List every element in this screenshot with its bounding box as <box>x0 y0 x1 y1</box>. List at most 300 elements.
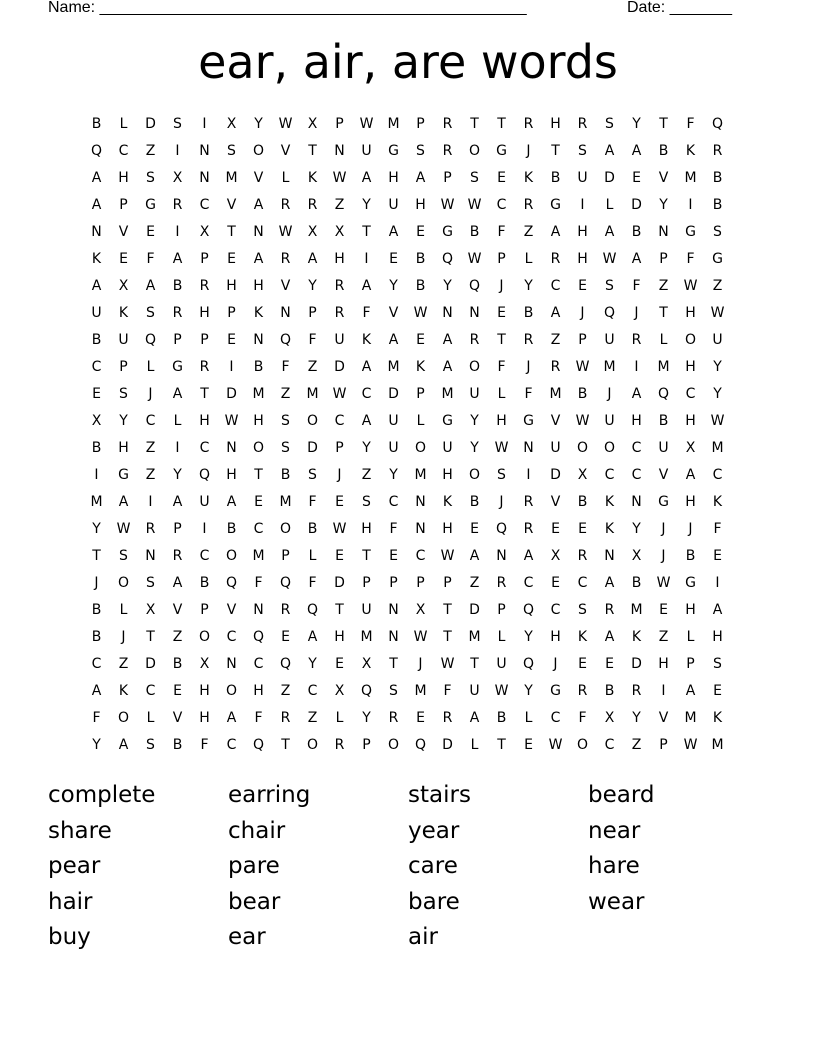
grid-letter[interactable]: G <box>550 197 561 213</box>
grid-letter[interactable]: E <box>551 521 560 537</box>
grid-letter[interactable]: E <box>416 224 425 240</box>
grid-letter[interactable]: Z <box>523 224 534 240</box>
grid-letter[interactable]: A <box>361 278 372 294</box>
grid-letter[interactable]: R <box>577 548 588 564</box>
grid-letter[interactable]: H <box>442 467 453 483</box>
grid-letter[interactable]: H <box>199 305 210 321</box>
grid-letter[interactable]: H <box>199 413 210 429</box>
grid-letter[interactable]: B <box>658 413 669 429</box>
grid-letter[interactable]: S <box>281 440 290 456</box>
grid-letter[interactable]: Y <box>713 359 722 375</box>
grid-letter[interactable]: K <box>712 710 723 726</box>
grid-letter[interactable]: Y <box>254 116 263 132</box>
grid-letter[interactable]: H <box>253 683 264 699</box>
grid-letter[interactable]: L <box>146 359 155 375</box>
grid-letter[interactable]: B <box>712 197 723 213</box>
grid-letter[interactable]: F <box>632 278 641 294</box>
grid-letter[interactable]: D <box>145 116 156 132</box>
grid-letter[interactable]: C <box>550 602 561 618</box>
grid-letter[interactable]: O <box>252 143 265 159</box>
grid-letter[interactable]: L <box>119 602 128 618</box>
grid-letter[interactable]: A <box>523 548 534 564</box>
grid-letter[interactable]: I <box>175 143 180 159</box>
grid-letter[interactable]: R <box>280 602 291 618</box>
grid-letter[interactable]: Y <box>632 116 641 132</box>
grid-letter[interactable]: A <box>604 575 615 591</box>
grid-letter[interactable]: L <box>119 116 128 132</box>
grid-letter[interactable]: H <box>685 602 696 618</box>
grid-letter[interactable]: B <box>172 737 183 753</box>
grid-letter[interactable]: N <box>604 548 615 564</box>
grid-letter[interactable]: I <box>634 359 639 375</box>
grid-letter[interactable]: Z <box>280 386 291 402</box>
grid-letter[interactable]: W <box>440 548 455 564</box>
grid-letter[interactable]: Y <box>173 467 182 483</box>
grid-letter[interactable]: Z <box>118 656 129 672</box>
grid-letter[interactable]: B <box>469 224 480 240</box>
grid-letter[interactable]: W <box>710 413 725 429</box>
grid-letter[interactable]: Q <box>522 656 535 672</box>
grid-letter[interactable]: U <box>388 413 399 429</box>
grid-letter[interactable]: R <box>334 305 345 321</box>
grid-letter[interactable]: X <box>631 548 642 564</box>
grid-letter[interactable]: Z <box>712 278 723 294</box>
grid-letter[interactable]: E <box>578 656 587 672</box>
grid-letter[interactable]: P <box>335 116 344 132</box>
grid-letter[interactable]: O <box>306 413 319 429</box>
grid-letter[interactable]: O <box>387 737 400 753</box>
grid-letter[interactable]: B <box>226 521 237 537</box>
grid-letter[interactable]: D <box>631 197 642 213</box>
grid-letter[interactable]: W <box>332 386 347 402</box>
grid-letter[interactable]: J <box>526 359 531 375</box>
grid-letter[interactable]: H <box>226 278 237 294</box>
grid-letter[interactable]: Y <box>308 656 317 672</box>
grid-letter[interactable]: Q <box>198 467 211 483</box>
grid-letter[interactable]: V <box>658 467 669 483</box>
grid-letter[interactable]: A <box>469 548 480 564</box>
grid-letter[interactable]: A <box>388 224 399 240</box>
grid-letter[interactable]: Y <box>470 440 479 456</box>
grid-letter[interactable]: C <box>199 548 210 564</box>
grid-letter[interactable]: N <box>415 494 426 510</box>
grid-letter[interactable]: S <box>146 575 155 591</box>
grid-letter[interactable]: M <box>684 710 697 726</box>
grid-letter[interactable]: S <box>578 143 587 159</box>
grid-letter[interactable]: T <box>470 116 479 132</box>
grid-letter[interactable]: C <box>145 413 156 429</box>
grid-letter[interactable]: W <box>575 359 590 375</box>
grid-letter[interactable]: A <box>91 278 102 294</box>
grid-letter[interactable]: I <box>715 575 720 591</box>
grid-letter[interactable]: U <box>118 332 129 348</box>
grid-letter[interactable]: K <box>118 683 129 699</box>
grid-letter[interactable]: U <box>334 332 345 348</box>
grid-letter[interactable]: L <box>605 197 614 213</box>
grid-letter[interactable]: D <box>226 386 237 402</box>
grid-letter[interactable]: S <box>173 116 182 132</box>
grid-letter[interactable]: E <box>416 332 425 348</box>
grid-letter[interactable]: Z <box>145 440 156 456</box>
grid-letter[interactable]: A <box>631 143 642 159</box>
grid-letter[interactable]: H <box>685 494 696 510</box>
grid-letter[interactable]: Z <box>172 629 183 645</box>
grid-letter[interactable]: F <box>308 494 317 510</box>
grid-letter[interactable]: U <box>361 143 372 159</box>
grid-letter[interactable]: X <box>199 656 210 672</box>
grid-letter[interactable]: A <box>469 710 480 726</box>
grid-letter[interactable]: H <box>334 251 345 267</box>
grid-letter[interactable]: U <box>442 440 453 456</box>
grid-letter[interactable]: B <box>280 467 291 483</box>
grid-letter[interactable]: R <box>199 359 210 375</box>
grid-letter[interactable]: X <box>226 116 237 132</box>
grid-letter[interactable]: R <box>469 332 480 348</box>
grid-letter[interactable]: Y <box>362 710 371 726</box>
grid-letter[interactable]: E <box>227 251 236 267</box>
grid-letter[interactable]: Q <box>144 332 157 348</box>
grid-letter[interactable]: O <box>603 440 616 456</box>
grid-letter[interactable]: C <box>91 359 102 375</box>
grid-letter[interactable]: Y <box>632 710 641 726</box>
grid-letter[interactable]: R <box>577 683 588 699</box>
grid-letter[interactable]: P <box>416 575 425 591</box>
grid-letter[interactable]: S <box>308 467 317 483</box>
grid-letter[interactable]: P <box>578 332 587 348</box>
grid-letter[interactable]: H <box>253 278 264 294</box>
grid-letter[interactable]: B <box>91 332 102 348</box>
grid-letter[interactable]: G <box>712 251 723 267</box>
grid-letter[interactable]: Y <box>524 683 533 699</box>
grid-letter[interactable]: P <box>443 575 452 591</box>
grid-letter[interactable]: Q <box>495 521 508 537</box>
grid-letter[interactable]: X <box>685 440 696 456</box>
grid-letter[interactable]: M <box>225 170 238 186</box>
grid-letter[interactable]: T <box>254 467 263 483</box>
grid-letter[interactable]: V <box>253 170 264 186</box>
grid-letter[interactable]: G <box>658 494 669 510</box>
grid-letter[interactable]: I <box>202 521 207 537</box>
grid-letter[interactable]: H <box>415 197 426 213</box>
grid-letter[interactable]: F <box>524 386 533 402</box>
grid-letter[interactable]: I <box>688 197 693 213</box>
grid-letter[interactable]: R <box>523 116 534 132</box>
grid-letter[interactable]: X <box>118 278 129 294</box>
grid-letter[interactable]: V <box>172 602 183 618</box>
grid-letter[interactable]: Y <box>443 278 452 294</box>
grid-letter[interactable]: A <box>226 710 237 726</box>
grid-letter[interactable]: W <box>278 116 293 132</box>
grid-letter[interactable]: P <box>119 359 128 375</box>
grid-letter[interactable]: C <box>91 656 102 672</box>
grid-letter[interactable]: R <box>604 602 615 618</box>
grid-letter[interactable]: X <box>307 116 318 132</box>
grid-letter[interactable]: B <box>172 656 183 672</box>
grid-letter[interactable]: S <box>605 116 614 132</box>
grid-letter[interactable]: J <box>94 575 99 591</box>
grid-letter[interactable]: U <box>550 440 561 456</box>
grid-letter[interactable]: V <box>658 710 669 726</box>
grid-letter[interactable]: W <box>575 413 590 429</box>
grid-letter[interactable]: F <box>578 710 587 726</box>
grid-letter[interactable]: P <box>119 197 128 213</box>
grid-letter[interactable]: K <box>118 305 129 321</box>
grid-letter[interactable]: M <box>279 494 292 510</box>
grid-letter[interactable]: A <box>361 413 372 429</box>
grid-letter[interactable]: C <box>550 710 561 726</box>
grid-letter[interactable]: F <box>686 251 695 267</box>
grid-letter[interactable]: N <box>388 602 399 618</box>
grid-letter[interactable]: E <box>335 548 344 564</box>
grid-letter[interactable]: L <box>524 251 533 267</box>
grid-letter[interactable]: V <box>118 224 129 240</box>
grid-letter[interactable]: S <box>578 602 587 618</box>
grid-letter[interactable]: Z <box>361 467 372 483</box>
grid-letter[interactable]: N <box>199 170 210 186</box>
grid-letter[interactable]: F <box>713 521 722 537</box>
grid-letter[interactable]: H <box>388 170 399 186</box>
grid-letter[interactable]: R <box>307 197 318 213</box>
grid-letter[interactable]: W <box>494 440 509 456</box>
grid-letter[interactable]: X <box>307 224 318 240</box>
grid-letter[interactable]: I <box>175 440 180 456</box>
grid-letter[interactable]: V <box>226 602 237 618</box>
grid-letter[interactable]: K <box>523 170 534 186</box>
grid-letter[interactable]: O <box>225 683 238 699</box>
grid-letter[interactable]: E <box>551 575 560 591</box>
grid-letter[interactable]: J <box>661 548 666 564</box>
grid-letter[interactable]: C <box>712 467 723 483</box>
grid-letter[interactable]: O <box>279 521 292 537</box>
grid-letter[interactable]: T <box>227 224 236 240</box>
grid-letter[interactable]: F <box>281 359 290 375</box>
grid-letter[interactable]: A <box>712 602 723 618</box>
grid-letter[interactable]: A <box>631 386 642 402</box>
grid-letter[interactable]: B <box>91 116 102 132</box>
grid-letter[interactable]: A <box>388 332 399 348</box>
grid-letter[interactable]: K <box>685 143 696 159</box>
grid-letter[interactable]: R <box>199 278 210 294</box>
grid-letter[interactable]: E <box>227 332 236 348</box>
grid-letter[interactable]: T <box>659 116 668 132</box>
grid-letter[interactable]: K <box>631 629 642 645</box>
grid-letter[interactable]: C <box>334 413 345 429</box>
grid-letter[interactable]: N <box>91 224 102 240</box>
grid-letter[interactable]: J <box>607 386 612 402</box>
grid-letter[interactable]: J <box>148 386 153 402</box>
grid-letter[interactable]: B <box>658 143 669 159</box>
grid-letter[interactable]: E <box>92 386 101 402</box>
grid-letter[interactable]: F <box>308 332 317 348</box>
grid-letter[interactable]: C <box>604 737 615 753</box>
grid-letter[interactable]: I <box>580 197 585 213</box>
grid-letter[interactable]: W <box>332 521 347 537</box>
grid-letter[interactable]: J <box>688 521 693 537</box>
grid-letter[interactable]: I <box>175 224 180 240</box>
grid-letter[interactable]: A <box>172 386 183 402</box>
grid-letter[interactable]: U <box>604 332 615 348</box>
grid-letter[interactable]: Q <box>279 332 292 348</box>
grid-letter[interactable]: C <box>118 143 129 159</box>
grid-letter[interactable]: X <box>550 548 561 564</box>
grid-letter[interactable]: R <box>388 710 399 726</box>
grid-letter[interactable]: J <box>580 305 585 321</box>
grid-letter[interactable]: Z <box>145 467 156 483</box>
grid-letter[interactable]: C <box>226 737 237 753</box>
grid-letter[interactable]: U <box>469 386 480 402</box>
grid-letter[interactable]: A <box>550 305 561 321</box>
grid-letter[interactable]: T <box>659 305 668 321</box>
grid-letter[interactable]: F <box>497 359 506 375</box>
grid-letter[interactable]: R <box>442 710 453 726</box>
grid-letter[interactable]: K <box>577 629 588 645</box>
grid-letter[interactable]: D <box>388 386 399 402</box>
grid-letter[interactable]: Y <box>389 278 398 294</box>
grid-letter[interactable]: N <box>226 656 237 672</box>
grid-letter[interactable]: E <box>497 170 506 186</box>
grid-letter[interactable]: W <box>683 737 698 753</box>
grid-letter[interactable]: M <box>657 359 670 375</box>
grid-letter[interactable]: C <box>577 575 588 591</box>
grid-letter[interactable]: A <box>253 251 264 267</box>
grid-letter[interactable]: V <box>388 305 399 321</box>
grid-letter[interactable]: D <box>307 440 318 456</box>
grid-letter[interactable]: I <box>229 359 234 375</box>
grid-letter[interactable]: J <box>634 305 639 321</box>
grid-letter[interactable]: J <box>418 656 423 672</box>
grid-letter[interactable]: K <box>415 359 426 375</box>
grid-letter[interactable]: R <box>145 521 156 537</box>
grid-letter[interactable]: V <box>550 413 561 429</box>
grid-letter[interactable]: H <box>118 170 129 186</box>
grid-letter[interactable]: H <box>361 521 372 537</box>
grid-letter[interactable]: E <box>173 683 182 699</box>
grid-letter[interactable]: G <box>685 224 696 240</box>
grid-letter[interactable]: X <box>361 656 372 672</box>
grid-letter[interactable]: B <box>712 170 723 186</box>
grid-letter[interactable]: F <box>92 710 101 726</box>
grid-letter[interactable]: L <box>281 170 290 186</box>
grid-letter[interactable]: S <box>497 467 506 483</box>
grid-letter[interactable]: H <box>226 467 237 483</box>
grid-letter[interactable]: S <box>470 170 479 186</box>
grid-letter[interactable]: T <box>497 737 506 753</box>
grid-letter[interactable]: Y <box>524 278 533 294</box>
grid-letter[interactable]: B <box>604 683 615 699</box>
grid-letter[interactable]: W <box>467 251 482 267</box>
grid-letter[interactable]: D <box>550 467 561 483</box>
grid-letter[interactable]: N <box>658 224 669 240</box>
grid-letter[interactable]: C <box>685 386 696 402</box>
grid-letter[interactable]: A <box>361 359 372 375</box>
grid-letter[interactable]: V <box>280 143 291 159</box>
grid-letter[interactable]: J <box>499 494 504 510</box>
grid-letter[interactable]: Q <box>441 251 454 267</box>
grid-letter[interactable]: E <box>281 629 290 645</box>
grid-letter[interactable]: M <box>414 467 427 483</box>
grid-letter[interactable]: M <box>630 602 643 618</box>
grid-letter[interactable]: V <box>658 170 669 186</box>
grid-letter[interactable]: G <box>388 143 399 159</box>
grid-letter[interactable]: M <box>387 116 400 132</box>
grid-letter[interactable]: M <box>684 170 697 186</box>
grid-letter[interactable]: V <box>550 494 561 510</box>
grid-letter[interactable]: Z <box>469 575 480 591</box>
grid-letter[interactable]: F <box>443 683 452 699</box>
grid-letter[interactable]: X <box>577 467 588 483</box>
grid-letter[interactable]: L <box>308 548 317 564</box>
grid-letter[interactable]: L <box>686 629 695 645</box>
grid-letter[interactable]: S <box>713 656 722 672</box>
grid-letter[interactable]: A <box>604 143 615 159</box>
grid-letter[interactable]: S <box>119 386 128 402</box>
grid-letter[interactable]: N <box>253 332 264 348</box>
grid-letter[interactable]: A <box>307 629 318 645</box>
grid-letter[interactable]: U <box>388 197 399 213</box>
grid-letter[interactable]: C <box>415 548 426 564</box>
grid-letter[interactable]: W <box>467 197 482 213</box>
grid-letter[interactable]: H <box>577 251 588 267</box>
grid-letter[interactable]: E <box>389 548 398 564</box>
grid-letter[interactable]: L <box>335 710 344 726</box>
grid-letter[interactable]: Y <box>470 413 479 429</box>
grid-letter[interactable]: Y <box>92 521 101 537</box>
grid-letter[interactable]: R <box>172 548 183 564</box>
grid-letter[interactable]: G <box>172 359 183 375</box>
grid-letter[interactable]: P <box>173 521 182 537</box>
grid-letter[interactable]: D <box>631 656 642 672</box>
grid-letter[interactable]: W <box>332 170 347 186</box>
grid-letter[interactable]: Q <box>279 656 292 672</box>
grid-letter[interactable]: R <box>280 710 291 726</box>
grid-letter[interactable]: M <box>468 629 481 645</box>
grid-letter[interactable]: T <box>497 332 506 348</box>
grid-letter[interactable]: T <box>200 386 209 402</box>
grid-letter[interactable]: E <box>713 683 722 699</box>
grid-letter[interactable]: P <box>416 386 425 402</box>
grid-letter[interactable]: Y <box>362 440 371 456</box>
grid-letter[interactable]: O <box>198 629 211 645</box>
grid-letter[interactable]: V <box>280 278 291 294</box>
grid-letter[interactable]: O <box>468 143 481 159</box>
grid-letter[interactable]: A <box>253 197 264 213</box>
grid-letter[interactable]: P <box>308 305 317 321</box>
grid-letter[interactable]: Q <box>90 143 103 159</box>
grid-letter[interactable]: E <box>578 278 587 294</box>
grid-letter[interactable]: T <box>551 143 560 159</box>
grid-letter[interactable]: E <box>632 170 641 186</box>
grid-letter[interactable]: B <box>469 494 480 510</box>
grid-letter[interactable]: R <box>631 683 642 699</box>
grid-letter[interactable]: L <box>173 413 182 429</box>
grid-letter[interactable]: N <box>199 143 210 159</box>
grid-letter[interactable]: Z <box>550 332 561 348</box>
grid-letter[interactable]: T <box>146 629 155 645</box>
grid-letter[interactable]: U <box>199 494 210 510</box>
grid-letter[interactable]: M <box>549 386 562 402</box>
grid-letter[interactable]: R <box>334 737 345 753</box>
grid-letter[interactable]: A <box>415 170 426 186</box>
grid-letter[interactable]: R <box>712 143 723 159</box>
grid-letter[interactable]: B <box>496 710 507 726</box>
grid-letter[interactable]: S <box>389 683 398 699</box>
grid-letter[interactable]: P <box>362 737 371 753</box>
grid-letter[interactable]: I <box>148 494 153 510</box>
grid-letter[interactable]: E <box>713 548 722 564</box>
grid-letter[interactable]: A <box>604 629 615 645</box>
grid-letter[interactable]: L <box>497 386 506 402</box>
grid-letter[interactable]: O <box>414 440 427 456</box>
